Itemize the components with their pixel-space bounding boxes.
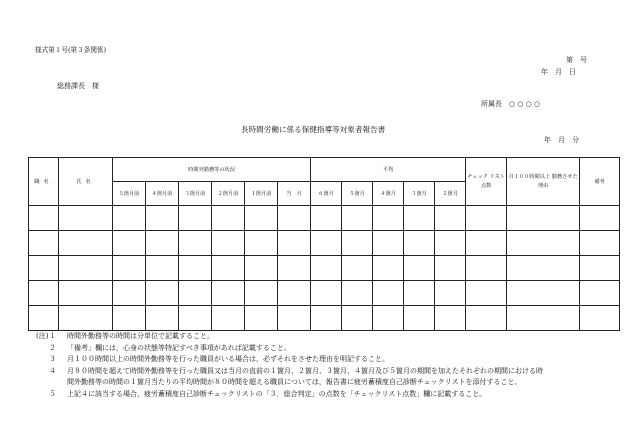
table-cell[interactable] (245, 231, 278, 256)
table-cell[interactable] (146, 306, 179, 331)
table-cell[interactable] (311, 256, 342, 281)
table-cell[interactable] (580, 281, 620, 306)
col-name: 氏名 (59, 158, 113, 206)
table-cell[interactable] (404, 256, 435, 281)
table-cell[interactable] (146, 231, 179, 256)
table-row (29, 231, 620, 256)
table-cell[interactable] (580, 306, 620, 331)
table-cell[interactable] (373, 206, 404, 231)
table-cell[interactable] (113, 206, 146, 231)
table-cell[interactable] (59, 281, 113, 306)
table-cell[interactable] (113, 231, 146, 256)
note-number: ３ (49, 355, 56, 364)
col-overtime-month: １箇月前 (245, 182, 278, 206)
table-cell[interactable] (212, 281, 245, 306)
table-cell[interactable] (404, 231, 435, 256)
table-cell[interactable] (59, 231, 113, 256)
col-overtime-month: ２箇月前 (212, 182, 245, 206)
table-cell[interactable] (404, 281, 435, 306)
table-cell[interactable] (404, 206, 435, 231)
col-remarks: 備考 (580, 158, 620, 206)
col-average-month: ４箇月 (373, 182, 404, 206)
table-cell[interactable] (342, 306, 373, 331)
table-cell[interactable] (342, 281, 373, 306)
table-cell[interactable] (311, 206, 342, 231)
table-cell[interactable] (278, 231, 311, 256)
table-cell[interactable] (278, 256, 311, 281)
table-cell[interactable] (311, 231, 342, 256)
table-cell[interactable] (435, 231, 466, 256)
table-cell[interactable] (59, 306, 113, 331)
table-cell[interactable] (435, 281, 466, 306)
table-cell[interactable] (179, 231, 212, 256)
note-line (36, 366, 543, 378)
table-cell[interactable] (311, 306, 342, 331)
report-period: 年 月 分 (544, 136, 579, 144)
table-cell[interactable] (507, 306, 580, 331)
table-cell[interactable] (580, 206, 620, 231)
table-cell[interactable] (466, 231, 507, 256)
table-cell[interactable] (59, 256, 113, 281)
table-cell[interactable] (580, 256, 620, 281)
table-cell[interactable] (466, 281, 507, 306)
table-cell[interactable] (373, 256, 404, 281)
note-line (36, 331, 543, 343)
table-cell[interactable] (245, 206, 278, 231)
table-cell[interactable] (466, 256, 507, 281)
table-cell[interactable] (212, 231, 245, 256)
table-header-row (29, 158, 620, 182)
col-average-month: ６箇月 (311, 182, 342, 206)
group-overtime: 時間外勤務等の状況 (113, 158, 311, 182)
table-cell[interactable] (435, 256, 466, 281)
table-cell[interactable] (342, 206, 373, 231)
notes (36, 331, 543, 401)
col-overtime-month: ３箇月前 (179, 182, 212, 206)
report-table (28, 157, 620, 331)
col-average-month: ３箇月 (404, 182, 435, 206)
table-cell[interactable] (113, 306, 146, 331)
table-cell[interactable] (342, 256, 373, 281)
note-number: １ (49, 332, 56, 340)
note-number: ２ (49, 343, 56, 352)
table-cell[interactable] (466, 206, 507, 231)
table-cell[interactable] (507, 281, 580, 306)
col-average-month: ５箇月 (342, 182, 373, 206)
table-cell[interactable] (113, 256, 146, 281)
table-cell[interactable] (278, 306, 311, 331)
table-cell[interactable] (179, 206, 212, 231)
note-number: ４ (49, 366, 56, 375)
note-line (36, 389, 543, 401)
table-row (29, 256, 620, 281)
table-cell[interactable] (435, 206, 466, 231)
table-cell[interactable] (507, 256, 580, 281)
group-average: 平均 (311, 158, 466, 182)
table-row (29, 306, 620, 331)
col-overtime-month: 当 月 (278, 182, 311, 206)
col-overtime-month: ５箇月前 (113, 182, 146, 206)
addressee: 総務課長 様 (57, 82, 99, 90)
form-number: 様式第１号(第３条関係) (35, 46, 107, 54)
col-position: 職名 (29, 158, 59, 206)
sender: 所属長 ○ ○ ○ ○ (481, 100, 541, 108)
table-cell[interactable] (29, 306, 59, 331)
note-text: 月１００時間以上の時間外勤務等を行った職員がいる場合は，必ずそれをさせた理由を明記すること。 (67, 355, 389, 364)
table-cell[interactable] (245, 306, 278, 331)
table-cell[interactable] (212, 306, 245, 331)
col-reason: 月１００時間以上 勤務させた理由 (507, 158, 580, 206)
table-cell[interactable] (507, 231, 580, 256)
table-cell[interactable] (435, 306, 466, 331)
notes-prefix: (注) (36, 332, 49, 340)
table-cell[interactable] (342, 231, 373, 256)
report-date: 年 月 日 (541, 68, 576, 76)
table-cell[interactable] (245, 256, 278, 281)
table-row (29, 206, 620, 231)
table-cell[interactable] (580, 231, 620, 256)
table-cell[interactable] (146, 281, 179, 306)
table-cell[interactable] (146, 206, 179, 231)
table-cell[interactable] (311, 281, 342, 306)
table-cell[interactable] (373, 306, 404, 331)
document-number: 第 号 (566, 56, 587, 64)
table-cell[interactable] (278, 206, 311, 231)
document-title: 長時間労働に係る保健指導等対象者報告書 (241, 125, 386, 134)
col-overtime-month: ４箇月前 (146, 182, 179, 206)
note-text: 月８０時間を超えて時間外勤務等を行った職員又は当月の直前の１箇月、２箇月、３箇月、４箇月及び５箇月の期間を加えたそれぞれの期間における時 (67, 366, 543, 375)
table-cell[interactable] (179, 256, 212, 281)
note-line (36, 377, 543, 389)
col-checklist: チェック リスト点数 (466, 158, 507, 206)
table-cell[interactable] (29, 231, 59, 256)
table-cell[interactable] (245, 281, 278, 306)
note-text: 上記４に該当する場合，疲労蓄積度自己診断チェックリストの「３．総合判定」の点数を「チェックリスト点数」欄に記載すること。 (67, 389, 487, 398)
note-text: 時間外勤務等の時間は分単位で記載すること。 (67, 332, 214, 340)
table-cell[interactable] (179, 281, 212, 306)
table-cell[interactable] (212, 206, 245, 231)
note-line (36, 343, 543, 355)
note-text: 「備考」欄には，心身の状態等特記すべき事項があれば記載すること。 (67, 343, 291, 352)
note-line (36, 354, 543, 366)
table-cell[interactable] (507, 206, 580, 231)
table-cell[interactable] (278, 281, 311, 306)
table-cell[interactable] (29, 256, 59, 281)
table-cell[interactable] (373, 281, 404, 306)
table-cell[interactable] (59, 206, 113, 231)
table-cell[interactable] (466, 306, 507, 331)
table-cell[interactable] (113, 281, 146, 306)
table-cell[interactable] (146, 256, 179, 281)
note-number: ５ (49, 389, 56, 398)
table-cell[interactable] (373, 231, 404, 256)
table-row (29, 281, 620, 306)
table-cell[interactable] (29, 281, 59, 306)
note-text: 間外勤務等の時間の１箇月当たりの平均時間が８０時間を超える職員については，報告書に疲労蓄積度自己診断チェックリストを添付すること。 (67, 378, 522, 387)
table-cell[interactable] (29, 206, 59, 231)
table-cell[interactable] (179, 306, 212, 331)
col-average-month: ２箇月 (435, 182, 466, 206)
table-cell[interactable] (212, 256, 245, 281)
table-cell[interactable] (404, 306, 435, 331)
